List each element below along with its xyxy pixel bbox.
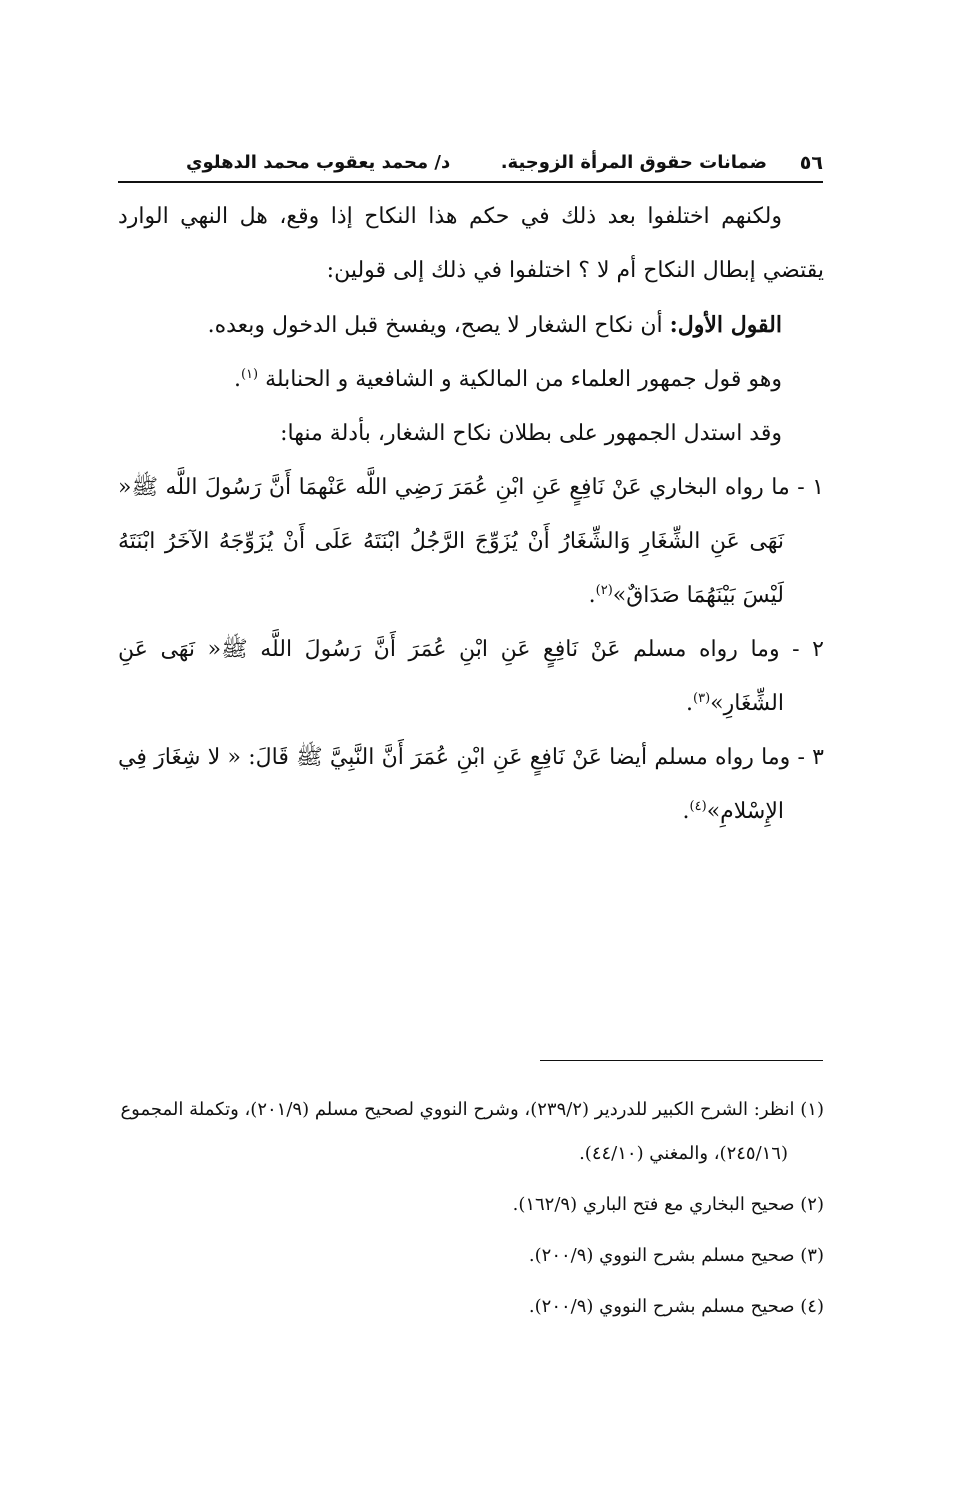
paragraph-intro: ولكنهم اختلفوا بعد ذلك في حكم هذا النكاح إذا وقع، هل النهي الوارد يقتضي إبطال النكاح أم لا ؟ اختلفوا في ذلك إلى قولين: bbox=[118, 204, 824, 283]
period: . bbox=[233, 367, 241, 392]
evidence-item-1 bbox=[118, 461, 824, 623]
page-number: ٥٦ bbox=[799, 152, 823, 174]
period: . bbox=[588, 583, 596, 608]
header-divider bbox=[118, 181, 823, 183]
majority-text: وهو قول جمهور العلماء من المالكية و الشافعية و الحنابلة bbox=[258, 367, 782, 392]
first-opinion-text: أن نكاح الشغار لا يصح، ويفسخ قبل الدخول وبعده. bbox=[207, 313, 670, 338]
first-opinion-label: القول الأول: bbox=[669, 312, 782, 338]
footnote-ref-3: (٣) bbox=[693, 691, 711, 706]
footnote-4: (٤) صحيح مسلم بشرح النووي (٢٠٠/٩). bbox=[528, 1296, 824, 1317]
paragraph-majority bbox=[118, 353, 824, 407]
footnote-3: (٣) صحيح مسلم بشرح النووي (٢٠٠/٩). bbox=[528, 1245, 824, 1266]
footnote-1: (١) انظر: الشرح الكبير للدردير (٢٣٩/٢)، وشرح النووي لصحيح مسلم (٢٠١/٩)، وتكملة المجموع (٢٤٥/١٦)، والمغني (٤٤/١٠). bbox=[120, 1099, 824, 1164]
footnote-divider bbox=[540, 1060, 823, 1061]
evidence-item-3 bbox=[118, 731, 824, 839]
paragraph-first-opinion bbox=[118, 298, 824, 353]
footnote-ref-2: (٢) bbox=[595, 583, 613, 598]
footnote-ref-1: (١) bbox=[240, 367, 259, 382]
evidence-item-2-text: ٢ - وما رواه مسلم عَنْ نَافِعٍ عَنِ ابْنِ عُمَرَ أَنَّ رَسُولَ اللَّه ﷺ« نَهَى عَنِ الشِّغَارِ» bbox=[118, 637, 824, 716]
footnotes bbox=[118, 1088, 824, 1336]
evidence-item-1-text: ١ - ما رواه البخاري عَنْ نَافِعٍ عَنِ ابْنِ عُمَرَ رَضِي اللَّه عَنْهمَا أَنَّ رَسُولَ اللَّه ﷺ« نَهَى عَنِ الشِّغَارِ وَالشِّغَارُ أَنْ يُزَوِّجَ الرَّجُلُ ابْنَتَهُ عَلَى أَنْ يُزَوِّجَهُ الآخَرُ ابْنَتَهُ لَيْسَ بَيْنَهُمَا صَدَاقٌ» bbox=[118, 475, 824, 608]
main-text bbox=[118, 190, 824, 839]
running-header bbox=[118, 146, 823, 180]
period: . bbox=[682, 799, 690, 824]
book-title: ضمانات حقوق المرأة الزوجية. bbox=[500, 152, 767, 173]
paragraph-evidence-intro: وقد استدل الجمهور على بطلان نكاح الشغار، بأدلة منها: bbox=[280, 421, 782, 446]
period: . bbox=[686, 691, 694, 716]
author-name: د/ محمد يعقوب محمد الدهلوي bbox=[186, 152, 451, 173]
evidence-item-3-text: ٣ - وما رواه مسلم أيضا عَنْ نَافِعٍ عَنِ ابْنِ عُمَرَ أَنَّ النَّبِيَّ ﷺ قَالَ: « لا شِغَارَ فِي الإِسْلامِ» bbox=[118, 745, 824, 824]
footnote-ref-4: (٤) bbox=[689, 799, 707, 814]
evidence-item-2 bbox=[118, 623, 824, 731]
footnote-2: (٢) صحيح البخاري مع فتح الباري (١٦٢/٩). bbox=[512, 1194, 824, 1215]
